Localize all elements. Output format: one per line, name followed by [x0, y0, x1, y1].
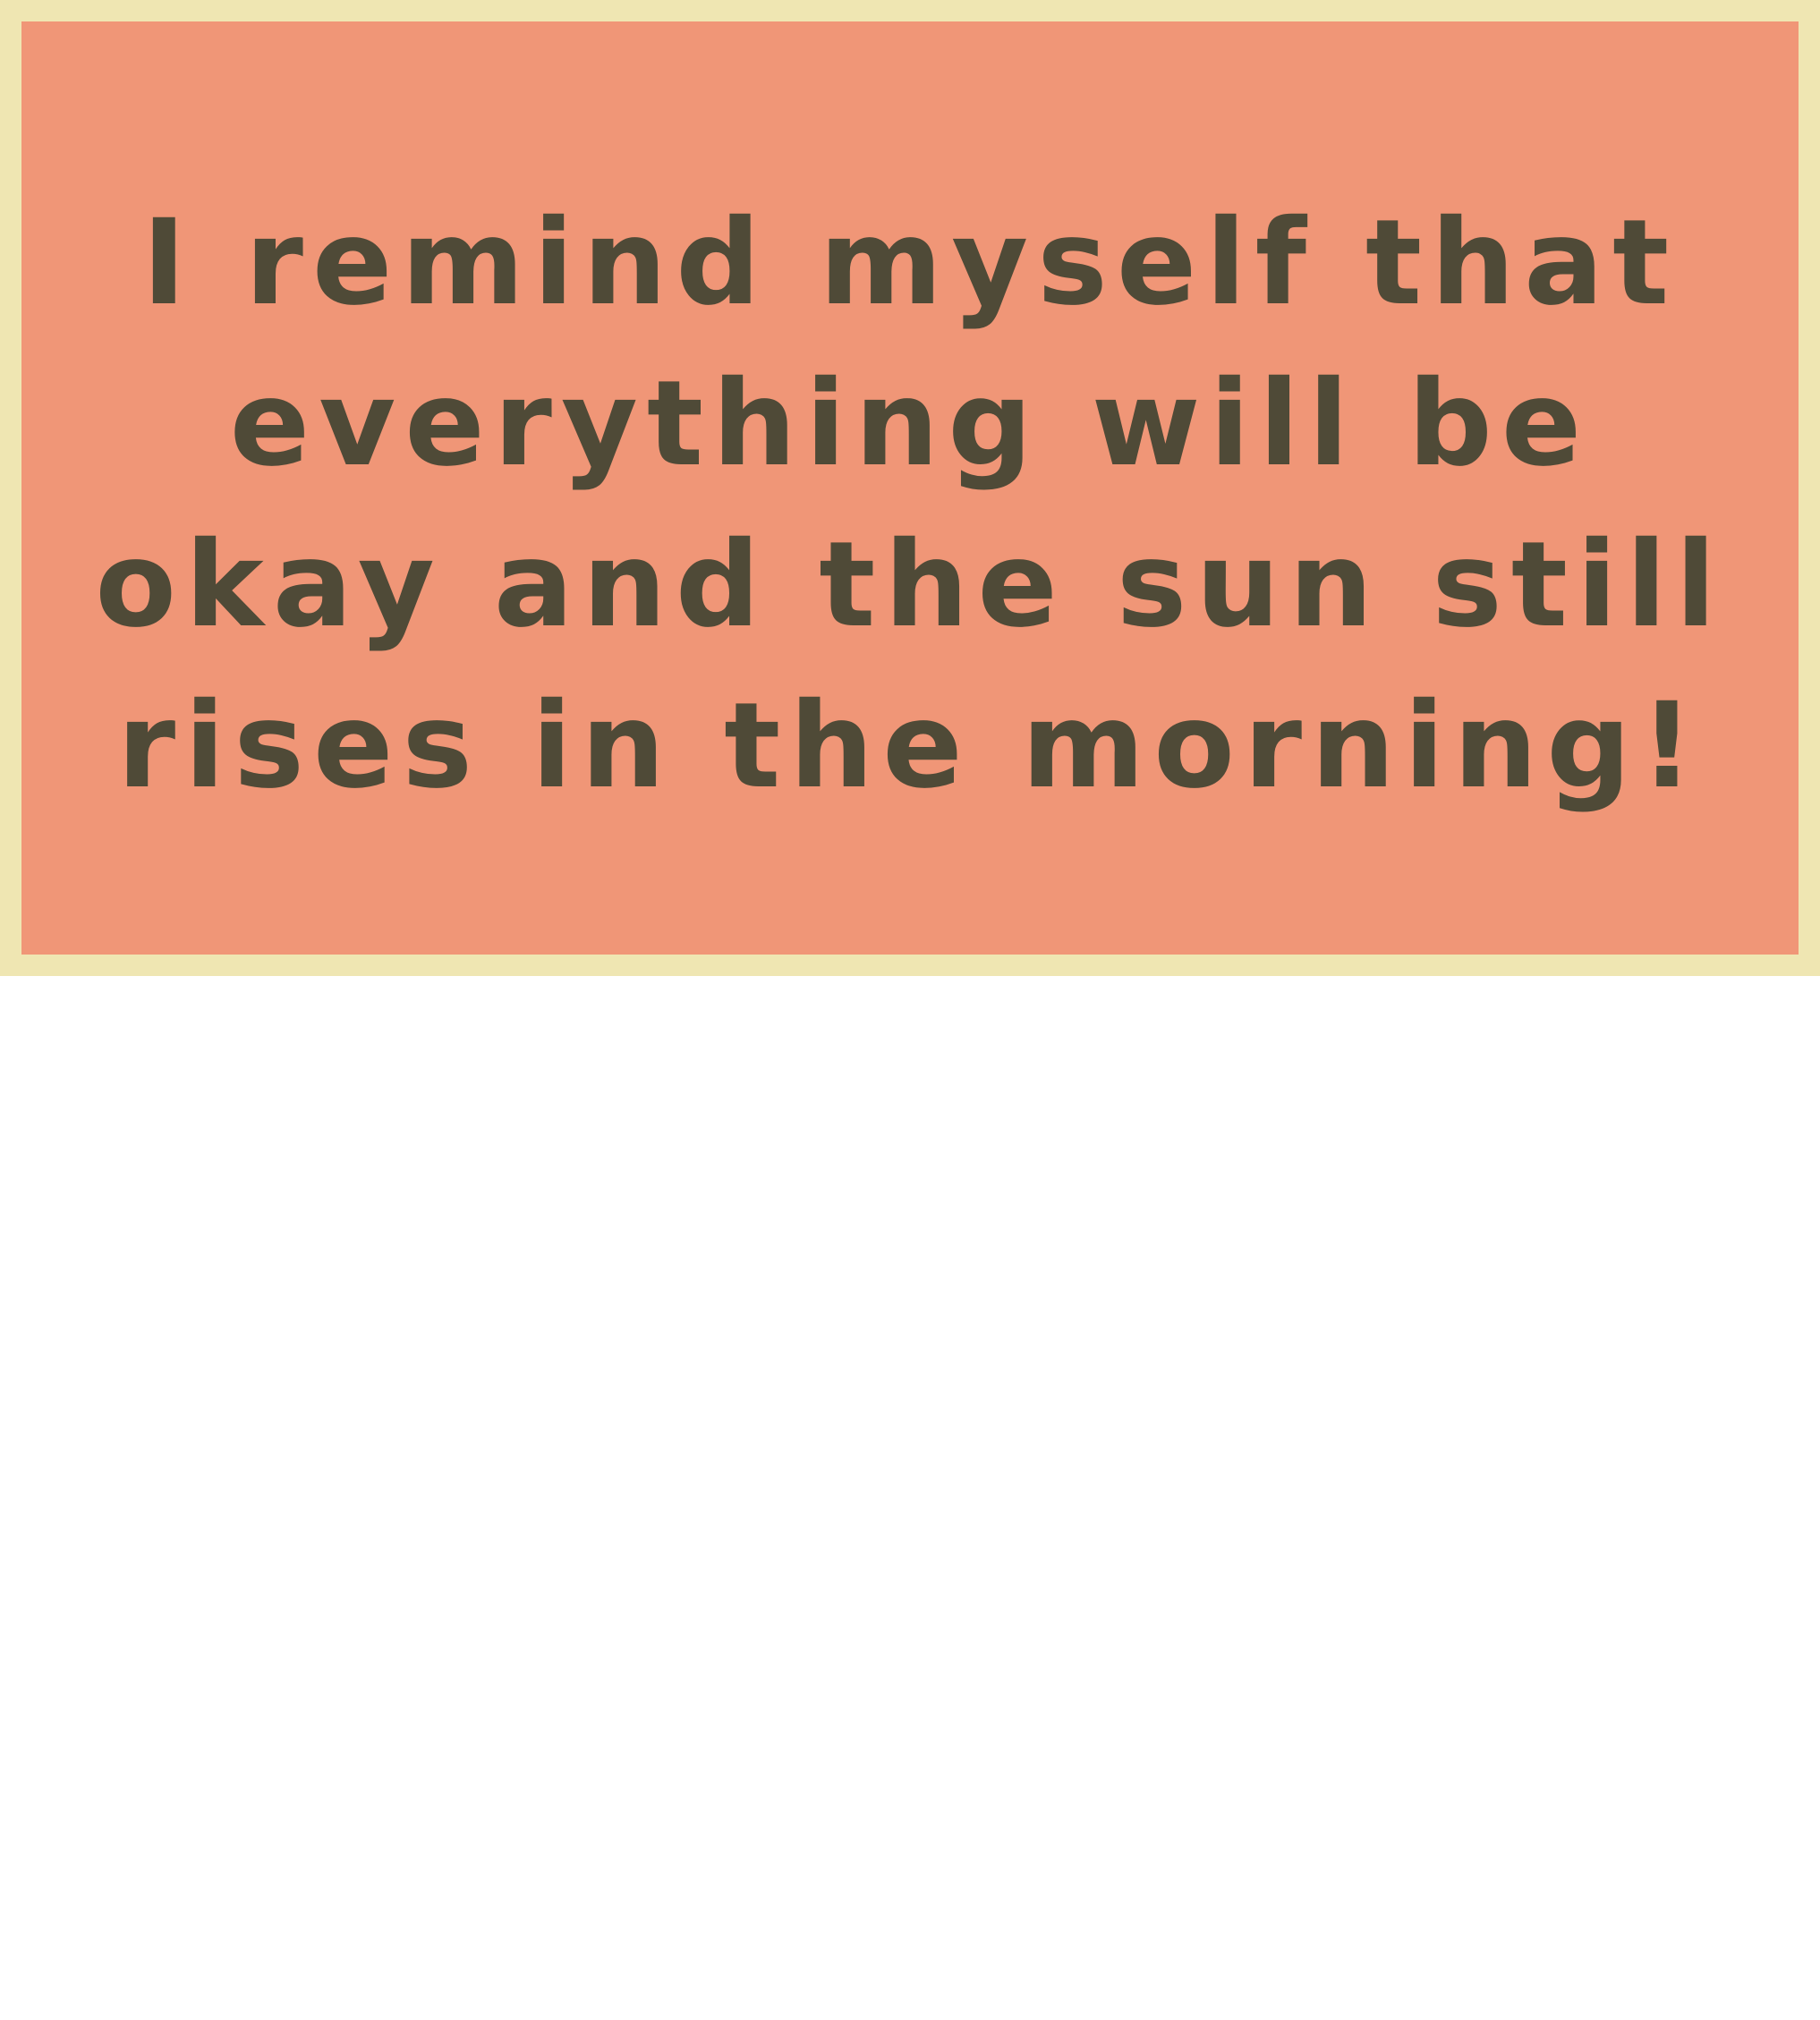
quote-line-1: I remind myself that — [141, 194, 1679, 332]
quote-line-3: okay and the sun still — [95, 516, 1725, 654]
quote-card-border — [0, 0, 1820, 976]
quote-card — [21, 21, 1799, 955]
quote-line-2: everything will be — [229, 355, 1591, 493]
quote-line-4: rises in the morning! — [117, 677, 1703, 815]
quote-text — [82, 182, 1738, 827]
